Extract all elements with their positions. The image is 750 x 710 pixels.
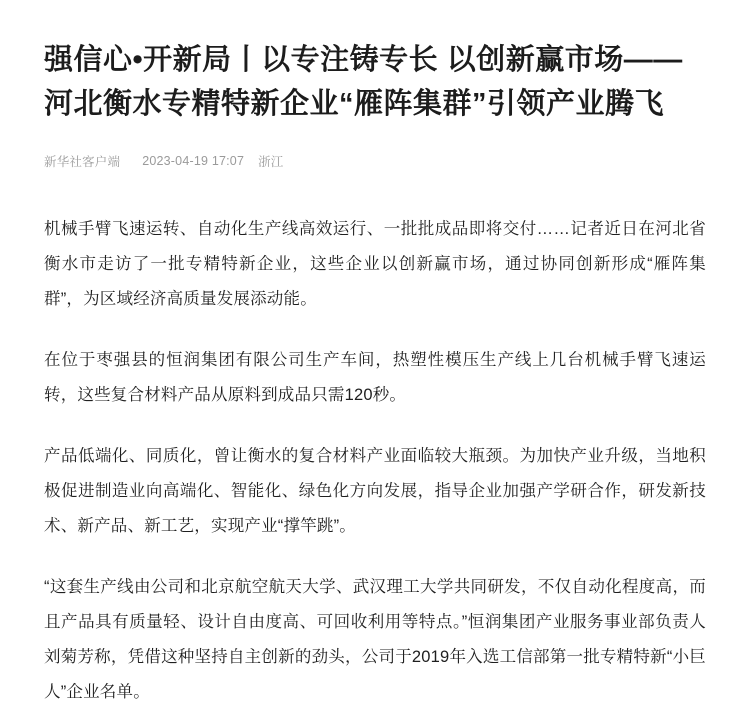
article-body <box>44 212 706 710</box>
meta-region: 浙江 <box>258 155 284 169</box>
meta-source: 新华社客户端 <box>44 155 121 169</box>
article-paragraph: 产品低端化、同质化，曾让衡水的复合材料产业面临较大瓶颈。为加快产业升级，当地积极促进制造业向高端化、智能化、绿色化方向发展，指导企业加强产学研合作，研发新技术、新产品、新工艺，实现产业“撑竿跳”。 <box>44 447 706 535</box>
page-title: 强信心•开新局丨以专注铸专长 以创新赢市场——河北衡水专精特新企业“雁阵集群”引领产业腾飞 <box>44 44 683 120</box>
article-meta <box>44 152 706 170</box>
article-paragraph: 在位于枣强县的恒润集团有限公司生产车间，热塑性模压生产线上几台机械手臂飞速运转，这些复合材料产品从原料到成品只需120秒。 <box>44 351 706 404</box>
article-paragraph: 机械手臂飞速运转、自动化生产线高效运行、一批批成品即将交付……记者近日在河北省衡水市走访了一批专精特新企业，这些企业以创新赢市场，通过协同创新形成“雁阵集群”，为区域经济高质量发展添动能。 <box>44 220 706 308</box>
meta-timestamp: 2023-04-19 17:07 <box>142 154 245 168</box>
article-paragraph: “这套生产线由公司和北京航空航天大学、武汉理工大学共同研发，不仅自动化程度高，而且产品具有质量轻、设计自由度高、可回收利用等特点。”恒润集团产业服务事业部负责人刘菊芳称，凭借这种坚持自主创新的劲头，公司于2019年入选工信部第一批专精特新“小巨人”企业名单。 <box>44 578 706 701</box>
